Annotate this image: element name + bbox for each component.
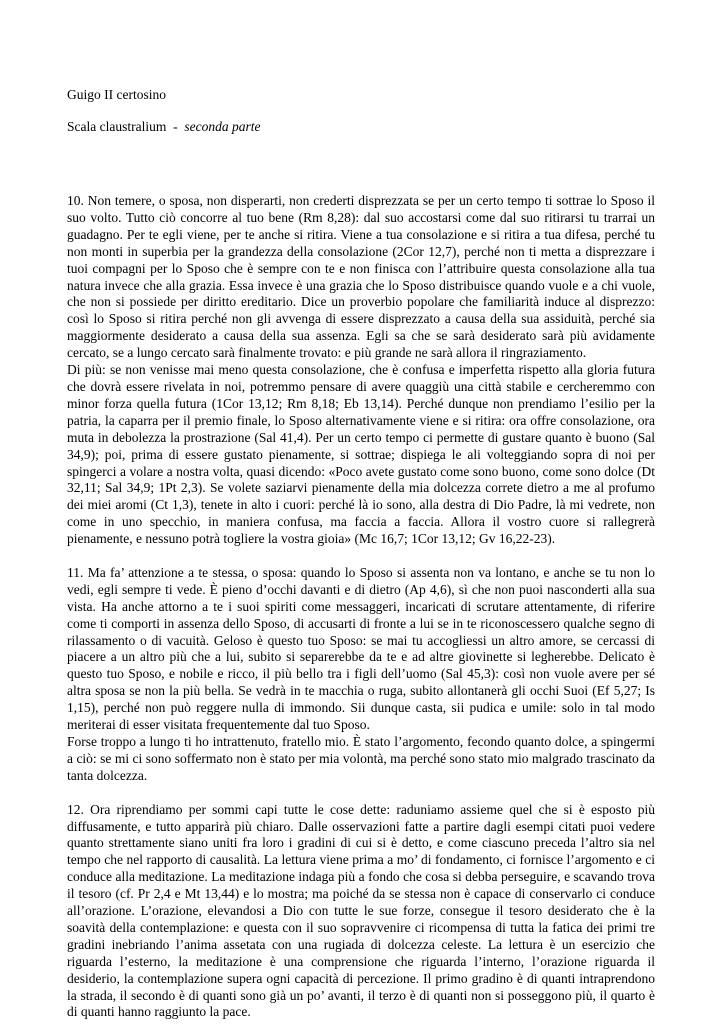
document-body <box>67 193 655 1021</box>
paragraph-10-continued: Di più: se non venisse mai meno questa consolazione, che è confusa e imperfetta rispetto alla gloria futura che dovrà essere rivelata in noi, potremmo pensare di avere quaggiù una città stabile e cercheremmo con minor forza quella futura (1Cor 13,12; Rm 8,18; Eb 13,14). Perché dunque non prendiamo l’esilio per la patria, la caparra per il premio finale, lo Sposo alternativamente viene e si ritira: ora offre consolazione, ora muta in debolezza la prostrazione (Sal 41,4). Per un certo tempo ci permette di gustare quanto è buono (Sal 34,9); poi, prima di essere gustato pienamente, si sottrae; dispiega le ali volteggiando sopra di noi per spingerci a volare a nostra volta, quasi dicendo: «Poco avete gustato come sono buono, come sono dolce (Dt 32,11; Sal 34,9; 1Pt 2,3). Se volete saziarvi pienamente della mia dolcezza correte dietro a me al profumo dei miei aromi (Ct 1,3), tenete in alto i cuori: perché là io sono, alla destra di Dio Padre, là mi vedrete, non come in uno specchio, in maniera confusa, ma faccia a faccia. Allora il vostro cuore si rallegrerà pienamente, e nessuno potrà togliere la vostra gioia» (Mc 16,7; 1Cor 13,12; Gv 16,22-23). <box>67 362 655 547</box>
title-separator: - <box>173 119 178 134</box>
work-title-text: Scala claustralium <box>67 119 167 134</box>
work-part: seconda parte <box>184 119 261 134</box>
paragraph-12: 12. Ora riprendiamo per sommi capi tutte le cose dette: raduniamo assieme quel che si è esposto più diffusamente, e tutto apparirà più chiaro. Dalle osservazioni fatte a partire dagli esempi citati puoi vedere quanto strettamente siano uniti fra loro i gradini di cui si è detto, e come ciascuno preceda l’altro sia nel tempo che nel rapporto di causalità. La lettura viene prima a mo’ di fondamento, ci fornisce l’argomento e ci conduce alla meditazione. La meditazione indaga più a fondo che cosa si debba perseguire, e scavando trova il tesoro (cf. Pr 2,4 e Mt 13,44) e lo mostra; ma poiché da se stessa non è capace di conservarlo ci conduce all’orazione. L’orazione, elevandosi a Dio con tutte le sue forze, consegue il tesoro desiderato che è la soavità della contemplazione: e questa con il suo sopravvenire ci ricompensa di tutta la fatica dei primi tre gradini inebriando l’anima assetata con una rugiada di dolcezza celeste. La lettura è un esercizio che riguarda l’esterno, la meditazione è una comprensione che riguarda l’interno, l’orazione riguarda il desiderio, la contemplazione supera ogni capacità di percezione. Il primo gradino è di quanti intraprendono la strada, il secondo è di quanti sono già un po’ avanti, il terzo è di quanti non si posseggono più, il quarto è di quanti hanno raggiunto la pace. <box>67 801 655 1020</box>
paragraph-11: 11. Ma fa’ attenzione a te stessa, o sposa: quando lo Sposo si assenta non va lontano, e anche se tu non lo vedi, egli sempre ti vede. È pieno d’occhi davanti e di dietro (Ap 4,6), sì che non puoi nasconderti alla sua vista. Ha anche attorno a te i suoi spiriti come messaggeri, incaricati di scrutare attentamente, di riferire come ti comporti in assenza dello Sposo, di accusarti di fronte a lui se in te riconoscessero qualche segno di rilassamento o di vacuità. Geloso è questo tuo Sposo: se mai tu accogliessi un altro amore, se cercassi di piacere a un altro più che a lui, subito si separerebbe da te e ad altre giovinette si legherebbe. Delicato è questo tuo Sposo, e nobile e ricco, il più bello tra i figli dell’uomo (Sal 45,3): così non vuole avere per sé altra sposa se non la più bella. Se vedrà in te macchia o ruga, subito allontanerà gli occhi Suoi (Ef 5,27; Is 1,15), perché non può reggere nulla di immondo. Sii dunque casta, sii pudica e umile: solo in tal modo meriterai di esser visitata frequentemente dal tuo Sposo. <box>67 564 655 733</box>
paragraph-11-continued: Forse troppo a lungo ti ho intrattenuto, fratello mio. È stato l’argomento, fecondo quanto dolce, a spingermi a ciò: se mi ci sono soffermato non è stato per mia volontà, ma perché sono stato mio malgrado trascinato da tanta dolcezza. <box>67 733 655 783</box>
paragraph-10: 10. Non temere, o sposa, non disperarti, non crederti disprezzata se per un certo tempo ti sottrae lo Sposo il suo volto. Tutto ciò concorre al tuo bene (Rm 8,28): dal suo accostarsi come dal suo ritirarsi tu trarrai un guadagno. Per te egli viene, per te anche si ritira. Viene a tua consolazione e si ritira a tua difesa, perché tu non monti in superbia per la grandezza della consolazione (2Cor 12,7), perché non ti metta a disprezzare i tuoi compagni per lo Sposo che è sempre con te e non finisca con l’attribuire questa consolazione alla tua natura invece che alla grazia. Essa invece è una grazia che lo Sposo distribuisce quando vuole e a chi vuole, che non si possiede per diritto ereditario. Dice un proverbio popolare che familiarità induce al disprezzo: così lo Sposo si ritira perché non gli avvenga di essere disprezzato a causa della sua assiduità, perché sia maggiormente desiderato a causa della sua assenza. Egli sa che se sarà desiderato sarà più avidamente cercato, se a lungo cercato sarà finalmente trovato: e più grande ne sarà allora il ringraziamento. <box>67 193 655 361</box>
author-line: Guigo II certosino <box>67 87 166 102</box>
work-title <box>67 118 260 135</box>
